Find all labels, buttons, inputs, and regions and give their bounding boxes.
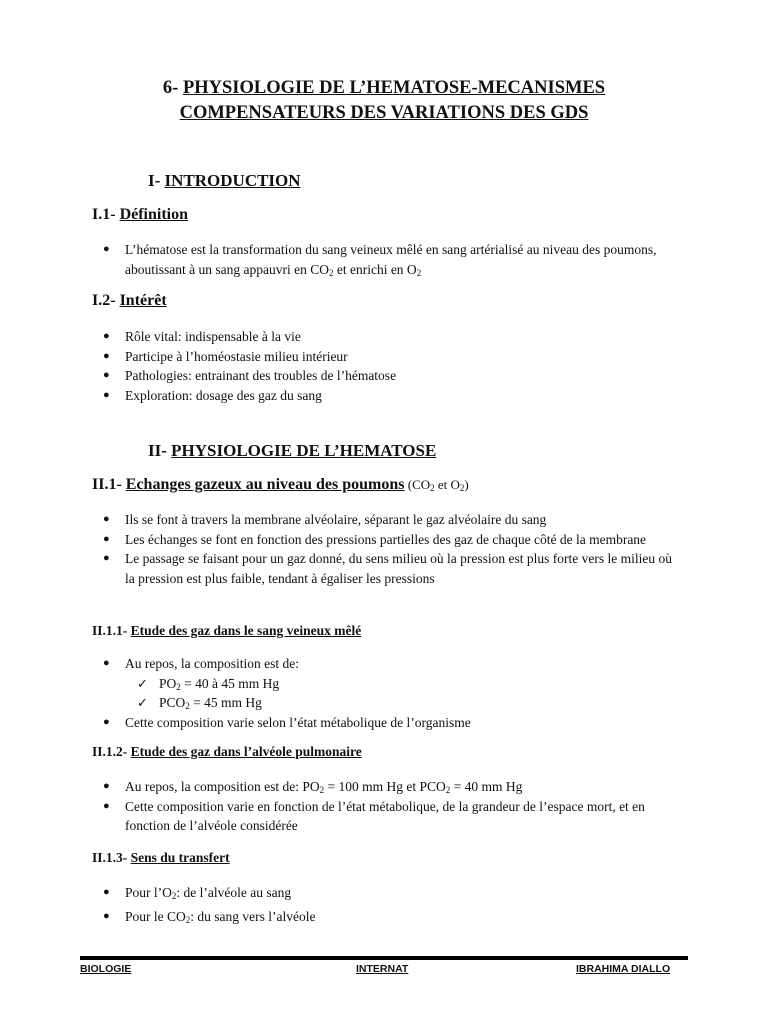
sub-list-item: ✓ $PO_2 = 40$ à 45 mm Hg (137, 675, 280, 692)
veineux-list (103, 654, 685, 732)
definition-list (103, 240, 685, 279)
list-item: ● Au repos, la composition est de: (103, 656, 299, 671)
footer-left: BIOLOGIE (80, 963, 132, 975)
echanges-list (103, 510, 685, 588)
transfert-list (103, 883, 685, 926)
footer-right: IBRAHIMA DIALLO (576, 963, 671, 975)
list-item: ● Au repos, la composition est de: $PO_2 = 100$ mm Hg et $PCO_2 = 40$ mm Hg (103, 779, 523, 795)
list-item: ● L’hématose est la transformation du sang veineux mêlé en sang artérialisé au niveau des poumons, aboutissant à un sang appauvri en $CO_2$ et enrichi en $O_2$ (103, 242, 657, 278)
check-icon: ✓ (137, 695, 148, 710)
heading-physiologie: II- PHYSIOLOGIE DE L’HEMATOSE (148, 441, 437, 460)
footer-divider (80, 956, 688, 960)
heading-interet: I.2- Intérêt (92, 292, 167, 309)
interet-list (103, 327, 685, 405)
heading-sang-veineux: II.1.1- Etude des gaz dans le sang veineux mêlé (92, 623, 362, 638)
list-item: ● Le passage se faisant pour un gaz donné, du sens milieu où la pression est plus forte vers le milieu où la pression est plus faible, tendant à égaliser les pressions (103, 551, 672, 586)
alveole-list (103, 777, 685, 836)
heading-definition: I.1- Définition (92, 206, 189, 223)
footer-center: INTERNAT (356, 963, 409, 975)
sub-list-item: ✓ $PCO_2 = 45$ mm Hg (137, 695, 262, 711)
heading-transfert: II.1.3- Sens du transfert (92, 850, 230, 865)
heading-alveole: II.1.2- Etude des gaz dans l’alvéole pulmonaire (92, 744, 362, 759)
list-item: ● Pour le $CO_2$: du sang vers l’alvéole (103, 908, 316, 925)
title-number: 6- (162, 78, 179, 98)
document-title (0, 76, 768, 126)
title-line-1: PHYSIOLOGIE DE L’HEMATOSE-MECANISMES (182, 78, 606, 98)
title-line-2: COMPENSATEURS DES VARIATIONS DES GDS (179, 103, 589, 123)
list-item: ● Cette composition varie en fonction de l’état métabolique, de la grandeur de l’espace mort, et en fonction de l’alvéole considérée (103, 798, 645, 833)
check-icon: ✓ (137, 675, 148, 691)
list-item: ● Ils se font à travers la membrane alvéolaire, séparant le gaz alvéolaire du sang (103, 512, 547, 527)
heading-echanges: II.1- Echanges gazeux au niveau des poumons ($CO_2$ et $O_2$) (92, 476, 469, 493)
list-item: ● Rôle vital: indispensable à la vie (103, 329, 301, 344)
list-item: ● Les échanges se font en fonction des pressions partielles des gaz de chaque côté de la membrane (103, 531, 647, 547)
list-item: ● Exploration: dosage des gaz du sang (103, 387, 322, 403)
heading-introduction: I- INTRODUCTION (148, 171, 301, 190)
list-item: ● Participe à l’homéostasie milieu intérieur (103, 348, 348, 364)
list-item: ● Cette composition varie selon l’état métabolique de l’organisme (103, 714, 471, 730)
list-item: ● Pour $l’O_2$: de l’alvéole au sang (103, 885, 292, 901)
list-item: ● Pathologies: entrainant des troubles de l’hématose (103, 368, 397, 383)
